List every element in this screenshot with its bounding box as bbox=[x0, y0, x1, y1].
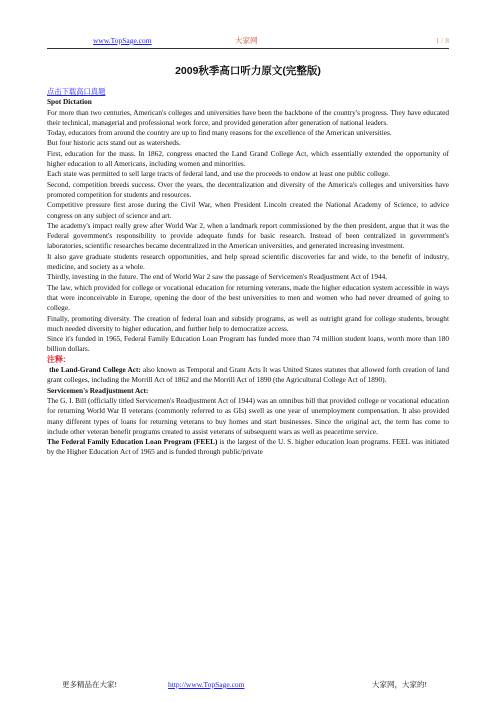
note-heading-servicemen: Servicemen's Readjustment Act: bbox=[47, 385, 149, 395]
download-link[interactable]: 点击下载高口真题 bbox=[47, 87, 106, 96]
paragraph: The academy's impact really grew after World War 2, when a landmark report commissioned by the then president, argue that it was the Federal government's responsibility to provide adequate funds for basic research. Instead of been centralized in government's laboratories, scientific researches became decentralized in the American universities, and generated increasing investment. bbox=[47, 220, 449, 251]
note-ffel bbox=[47, 437, 449, 458]
paragraph: Second, competition breeds success. Over the years, the decentralization and diversity of the America's colleges and universities have promoted competition for students and resources. bbox=[47, 179, 449, 199]
note-term: the Land-Grand College Act: bbox=[49, 365, 141, 375]
document-title: 2009秋季高口听力原文(完整版) bbox=[175, 65, 321, 77]
note-text: also known as Temporal and Grant Acts It was United States statutes that allowed forth creation of land grant colleges, including the Morrill Act of 1862 and the Morrill Act of 1890 (the Agricultural College Act of 1890). bbox=[47, 365, 449, 385]
paragraph: First, education for the mass. In 1862, congress enacted the Land Grand College Act, which essentially extended the opportunity of higher education to all Americans, including women and minorities. bbox=[47, 148, 449, 169]
header-brand: 大家网 bbox=[235, 36, 258, 45]
paragraph: Today, educators from around the country are up to find many reasons for the excellence of the American universities. bbox=[47, 128, 392, 138]
paragraph: For more than two centuries, American's colleges and universities have been the backbone of the country's progress. They have educated their technical, managerial and professional work force, and provided generation after generation of national leaders. bbox=[47, 107, 449, 127]
paragraph: Competitive pressure first arose during the Civil War, when President Lincoln created the National Academy of Science, to advice congress on any subject of science and art. bbox=[47, 200, 449, 220]
paragraph: Since it's funded in 1965, Federal Family Education Loan Program has funded more than 74 million student loans, worth more than 180 billion dollars. bbox=[47, 334, 449, 354]
footer-text-right: 大家网，大家的! bbox=[372, 680, 427, 689]
paragraph: But four historic acts stand out as watersheds. bbox=[47, 138, 181, 148]
page-header bbox=[47, 36, 449, 49]
note-land-grant bbox=[47, 365, 449, 386]
section-heading: Spot Dictation bbox=[47, 97, 92, 107]
paragraph: Thirdly, investing in the future. The end of World War 2 saw the passage of Servicemen's Readjustment Act of 1944. bbox=[47, 272, 388, 282]
paragraph: Finally, promoting diversity. The creation of federal loan and subsidy programs, as well as outright grand for college students, brought much needed diversity to higher education, and further help to democratize access. bbox=[47, 313, 449, 333]
document-body bbox=[47, 87, 449, 458]
paragraph: Each state was permitted to sell large tracts of federal land, and use the proceeds to endow at least one public college. bbox=[47, 169, 390, 179]
header-site-link[interactable]: www.TopSage.com bbox=[93, 36, 152, 45]
note-text-servicemen: The G. I. Bill (officially titled Servicemen's Readjustment Act of 1944) was an omnibus bill that provided college or vocational education for returning World War II veterans (commonly referred to as GIs) swell as one year of unemployment compensation. It also provided many different types of loans for returning veterans to buy homes and start businesses. Since the original act, the term has come to include other veteran benefit programs created to assist veterans of subsequent wars as well as peacetime service. bbox=[47, 395, 450, 436]
page-counter: 1 / 8 bbox=[435, 36, 449, 45]
paragraph: The law, which provided for college or vocational education for returning veterans, made the higher education system accessible in ways that were inconceivable in Europe, opening the door of the best universities to men and women who had never dreamed of going to college. bbox=[47, 282, 449, 313]
note-term: The Federal Family Education Loan Program (FEEL) bbox=[47, 437, 218, 447]
footer-site-link[interactable]: http://www.TopSage.com bbox=[168, 680, 245, 689]
paragraph: It also gave graduate students research opportunities, and help spread scientific discoveries far and wide, to the benefit of industry, medicine, and society as a whole. bbox=[47, 251, 449, 272]
page-footer bbox=[60, 680, 480, 692]
note-text: is the largest of the U. S. higher education loan programs. FEEL was initiated by the Higher Education Act of 1965 and is funded through public/private bbox=[47, 437, 449, 457]
footer-text-left: 更多精品在大家! bbox=[62, 680, 117, 689]
notes-label: 注释: bbox=[47, 354, 66, 364]
